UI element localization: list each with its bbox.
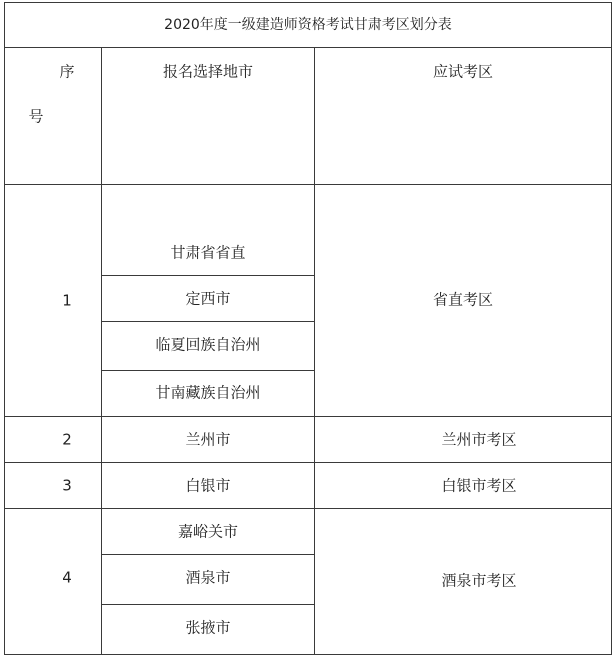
group4-city-2: 酒泉市 bbox=[185, 568, 231, 587]
header-city: 报名选择地市 bbox=[162, 62, 254, 81]
header-seq-line2: 号 bbox=[28, 107, 44, 126]
group2-city-1: 兰州市 bbox=[185, 430, 231, 449]
group2-row-divider bbox=[4, 462, 612, 463]
group1-row-divider bbox=[4, 416, 612, 417]
group1-city-4: 甘南藏族自治州 bbox=[155, 383, 261, 402]
group3-city-1: 白银市 bbox=[185, 476, 231, 495]
table-border-top bbox=[4, 2, 612, 3]
column-divider-seq bbox=[101, 47, 102, 655]
group4-seq: 4 bbox=[62, 568, 72, 587]
group4-inner-divider bbox=[101, 554, 314, 555]
group2-exam-area: 兰州市考区 bbox=[441, 430, 517, 449]
group4-city-1: 嘉峪关市 bbox=[177, 522, 239, 541]
header-row-divider bbox=[4, 184, 612, 185]
group1-city-3: 临夏回族自治州 bbox=[155, 335, 261, 354]
group1-seq: 1 bbox=[62, 291, 72, 310]
group3-seq: 3 bbox=[62, 476, 72, 495]
table-title: 2020年度一级建造师资格考试甘肃考区划分表 bbox=[164, 17, 452, 33]
group1-city-1: 甘肃省省直 bbox=[170, 243, 246, 262]
group4-city-3: 张掖市 bbox=[185, 618, 231, 637]
group1-inner-divider bbox=[101, 321, 314, 322]
header-seq-line1: 序 bbox=[59, 62, 75, 81]
group1-exam-area: 省直考区 bbox=[432, 290, 494, 309]
group4-inner-divider bbox=[101, 604, 314, 605]
group1-inner-divider bbox=[101, 370, 314, 371]
table-border-left bbox=[4, 2, 5, 655]
group1-city-2: 定西市 bbox=[185, 289, 231, 308]
group4-exam-area: 酒泉市考区 bbox=[441, 571, 517, 590]
table-border-bottom bbox=[4, 654, 612, 655]
header-exam-area: 应试考区 bbox=[432, 62, 494, 81]
group1-inner-divider bbox=[101, 275, 314, 276]
title-row-divider bbox=[4, 47, 612, 48]
group2-seq: 2 bbox=[62, 430, 72, 449]
group3-exam-area: 白银市考区 bbox=[441, 476, 517, 495]
table-border-right bbox=[611, 2, 612, 655]
column-divider-city bbox=[314, 47, 315, 655]
group3-row-divider bbox=[4, 508, 612, 509]
